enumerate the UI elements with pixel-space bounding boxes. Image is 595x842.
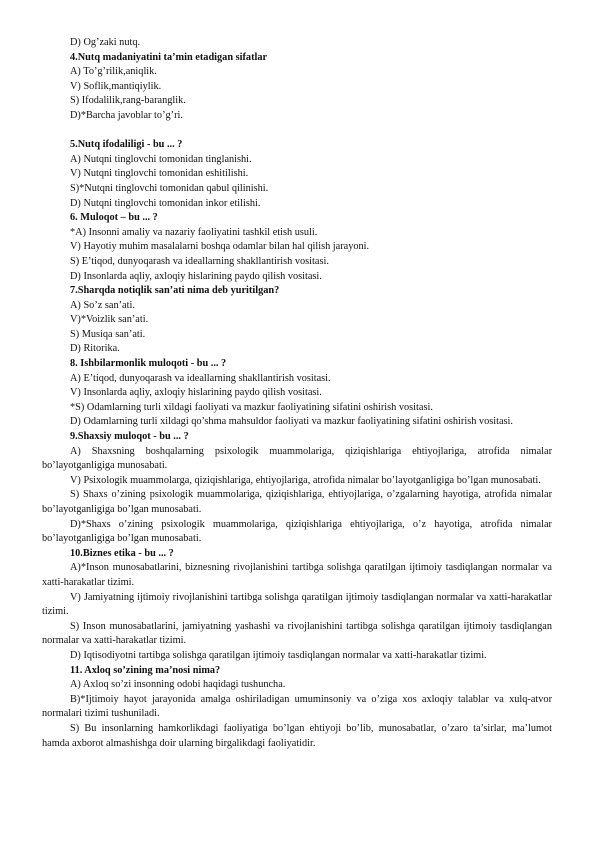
answer-option: V) Jamiyatning ijtimoiy rivojlanishini tartibga solishga qaratilgan ijtimoiy tasdiqlangan normalar va xatti-harakatlar tizimi. (42, 591, 552, 618)
answer-option: D) Ritorika. (70, 343, 120, 355)
answer-option: V)*Voizlik san’ati. (70, 314, 149, 326)
answer-option: D) Insonlarda aqliy, axloqiy hislarining paydo qilish vositasi. (70, 270, 322, 282)
answer-option: S) Musiqa san’ati. (70, 328, 146, 340)
answer-option: A)*Inson munosabatlarini, biznesning rivojlanishini tartibga solishga qaratilgan ijtimoiy tasdiqlangan normalar va xatti-harakatlar tizimi. (42, 562, 552, 588)
answer-option: V) Soflik,mantiqiylik. (70, 80, 162, 92)
answer-option: *A) Insonni amaliy va nazariy faoliyatini tashkil etish usuli. (70, 226, 318, 238)
answer-option: V) Insonlarda aqliy, axloqiy hislarining paydo qilish vositasi. (70, 387, 322, 399)
answer-option: D)*Shaxs o’zining psixologik muammolariga, qiziqishlariga ehtiyojlariga, o’z hayotiga, atrofida nimalar bo’layotganligiga bo’lgan munosabati. (42, 518, 552, 545)
question-heading: 6. Muloqot – bu ... ? (70, 212, 158, 224)
answer-option: A) So’z san’ati. (70, 299, 135, 311)
answer-option: *S) Odamlarning turli xildagi faoliyati va mazkur faoliyatining sifatini oshirish vositasi. (70, 401, 433, 413)
answer-option: B)*Ijtimoiy hayot jarayonida amalga oshiriladigan umuminsoniy va o’ziga xos axloqiy talablar va xulq-atvor normalari tizimi tushuniladi. (42, 693, 552, 720)
answer-option: A) Shaxsning boshqalarning psixologik muammolariga, qiziqishlariga ehtiyojlariga, atrofida nimalar bo’layotganligiga munosabati. (42, 445, 552, 472)
document-page (42, 36, 552, 751)
question-heading: 4.Nutq madaniyatini ta’min etadigan sifatlar (70, 51, 268, 63)
question-heading: 8. Ishbilarmonlik muloqoti - bu ... ? (70, 358, 227, 370)
question-heading: 5.Nutq ifodaliligi - bu ... ? (70, 139, 183, 151)
answer-option: V) Nutqni tinglovchi tomonidan eshitilishi. (70, 168, 249, 180)
answer-option: A) E’tiqod, dunyoqarash va ideallarning shakllantirish vositasi. (70, 372, 331, 384)
blank-line (42, 124, 552, 139)
answer-option: S) Shaxs o’zining psixologik muammolariga, qiziqishlariga, ehtiyojlariga, o’zgalarning hayotiga, atrofida nimalar bo’layotganligiga bo’lgan munosabati. (42, 489, 552, 515)
answer-option: S) Inson munosabatlarini, jamiyatning yashashi va rivojlanishini tartibga solishga qaratilgan ijtimoiy tasdiqlangan normalar va xatti-harakatlar tizimi. (42, 620, 552, 647)
question-heading: 10.Biznes etika - bu ... ? (70, 547, 174, 559)
answer-option: D) Og’zaki nutq. (70, 37, 141, 48)
answer-option: D) Odamlarning turli xildagi qo’shma mahsuldor faoliyati va mazkur faoliyatining sifatini oshirish vositasi. (70, 416, 513, 428)
question-heading: 7.Sharqda notiqlik san’ati nima deb yuritilgan? (70, 285, 280, 297)
answer-option: D) Iqtisodiyotni tartibga solishga qaratilgan ijtimoiy tasdiqlangan normalar va xatti-harakatlar tizimi. (70, 649, 487, 661)
answer-option: V) Psixologik muammolarga, qiziqishlariga, ehtiyojlariga, atrofida nimalar bo’layotganligiga bo’lgan munosabati. (70, 474, 541, 486)
question-heading: 11. Axloq so’zining ma’nosi nima? (70, 664, 221, 676)
answer-option: A) Nutqni tinglovchi tomonidan tinglanishi. (70, 153, 252, 165)
answer-option: S) E’tiqod, dunyoqarash va ideallarning shakllantirish vositasi. (70, 255, 329, 267)
answer-option: S)*Nutqni tinglovchi tomonidan qabul qilinishi. (70, 182, 269, 194)
answer-option: D)*Barcha javoblar to’g’ri. (70, 109, 183, 121)
question-heading: 9.Shaxsiy muloqot - bu ... ? (70, 431, 189, 443)
answer-option: S) Ifodalilik,rang-baranglik. (70, 95, 186, 107)
answer-option: A) To’g’rilik,aniqlik. (70, 66, 157, 78)
answer-option: A) Axloq so’zi insonning odobi haqidagi tushuncha. (70, 679, 286, 691)
answer-option: S) Bu insonlarning hamkorlikdagi faoliyatiga bo’lgan ehtiyoji bo’lib, munosabatlar, o’zaro ta’sirlar, ma’lumot hamda axborot almashishga doir ularning birgalikdagi faoliyatidir. (42, 722, 552, 749)
answer-option: V) Hayotiy muhim masalalarni boshqa odamlar bilan hal qilish jarayoni. (70, 241, 370, 253)
answer-option: D) Nutqni tinglovchi tomonidan inkor etilishi. (70, 197, 261, 209)
